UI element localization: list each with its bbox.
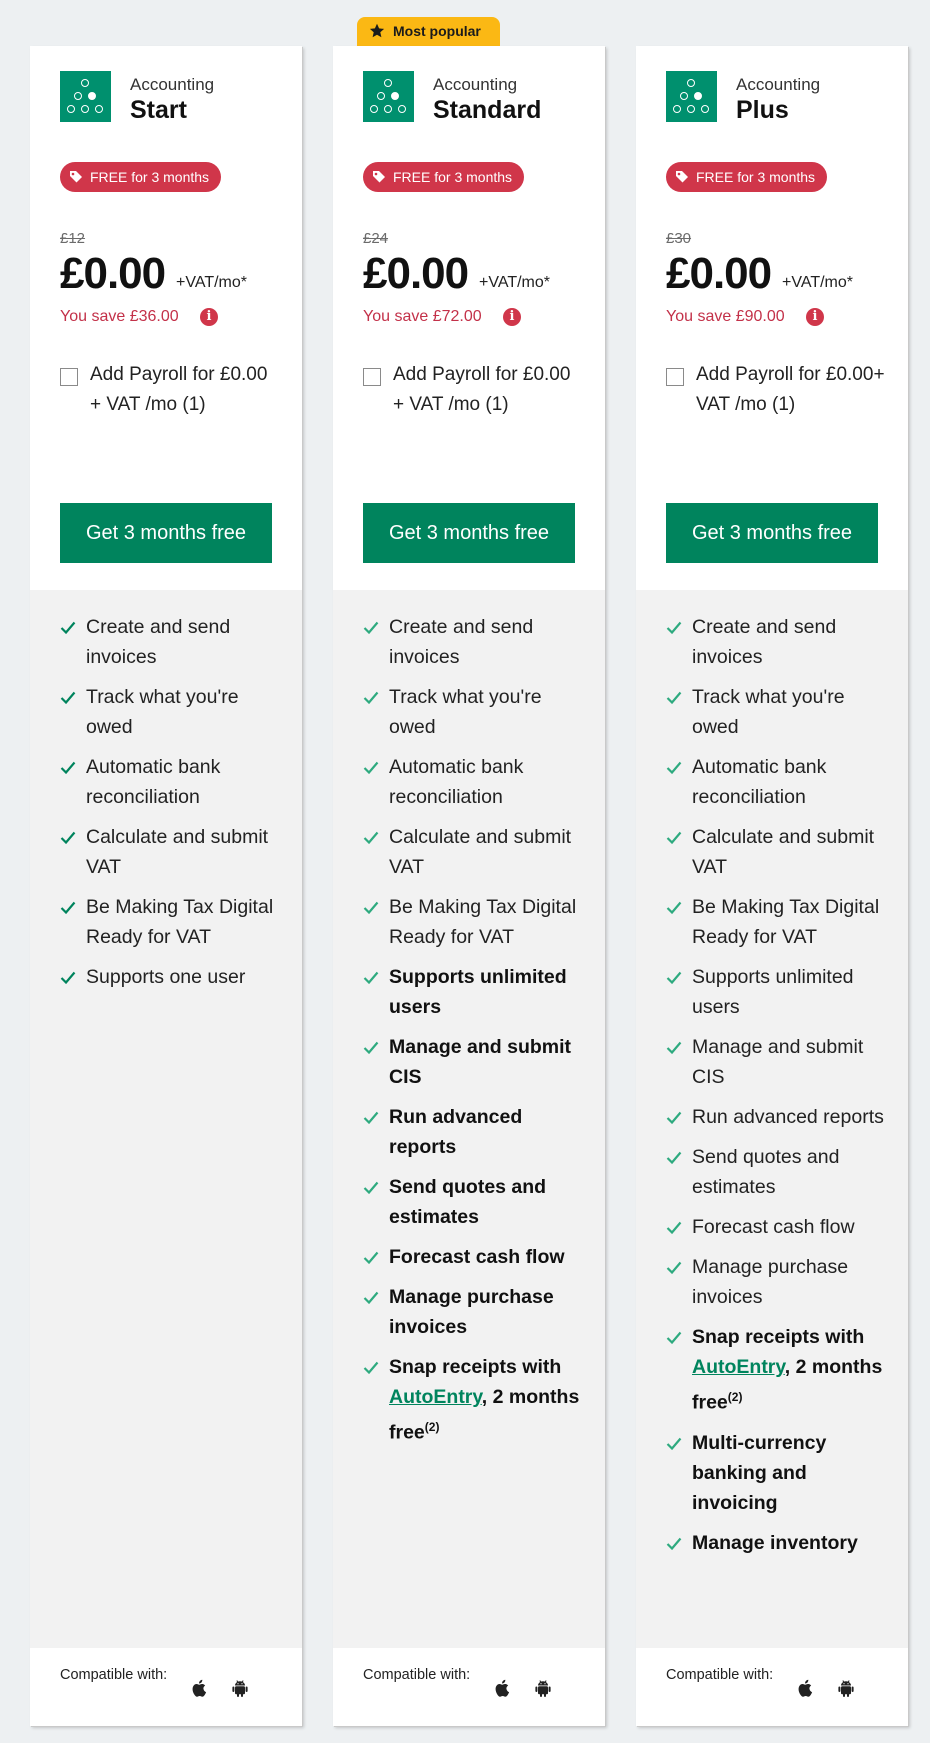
apple-icon bbox=[493, 1678, 513, 1698]
feature-list bbox=[60, 612, 286, 1002]
check-icon bbox=[60, 691, 76, 704]
free-offer-badge bbox=[60, 162, 221, 192]
feature-list bbox=[666, 612, 892, 1568]
feature-item: Send quotes and estimates bbox=[363, 1172, 589, 1232]
feature-item: Forecast cash flow bbox=[363, 1242, 589, 1272]
free-offer-badge bbox=[666, 162, 827, 192]
feature-item: Calculate and submit VAT bbox=[60, 822, 286, 882]
apple-icon bbox=[190, 1678, 210, 1698]
feature-item: Multi-currency banking and invoicing bbox=[666, 1428, 892, 1518]
add-payroll-checkbox[interactable] bbox=[60, 368, 78, 386]
feature-item: Manage and submit CIS bbox=[363, 1032, 589, 1092]
check-icon bbox=[60, 901, 76, 914]
free-offer-badge bbox=[363, 162, 524, 192]
autoentry-link[interactable]: AutoEntry bbox=[389, 1386, 482, 1408]
info-icon[interactable]: i bbox=[806, 308, 824, 326]
feature-item: Track what you're owed bbox=[60, 682, 286, 742]
feature-item: Run advanced reports bbox=[363, 1102, 589, 1162]
plan-card-start bbox=[30, 46, 302, 1726]
check-icon bbox=[60, 621, 76, 634]
price-suffix: +VAT/mo* bbox=[479, 274, 550, 291]
android-icon bbox=[230, 1678, 250, 1698]
feature-item: Be Making Tax Digital Ready for VAT bbox=[363, 892, 589, 952]
check-icon bbox=[666, 1221, 682, 1234]
badge-label: FREE for 3 months bbox=[393, 169, 513, 185]
add-payroll-label[interactable]: Add Payroll for £0.00 + VAT /mo (1) bbox=[393, 364, 571, 415]
check-icon bbox=[363, 1251, 379, 1264]
info-icon[interactable]: i bbox=[200, 308, 218, 326]
autoentry-link[interactable]: AutoEntry bbox=[692, 1356, 785, 1378]
accounting-logo-icon bbox=[666, 71, 717, 122]
price: £0.00 bbox=[666, 249, 772, 298]
check-icon bbox=[363, 901, 379, 914]
product-name: Accounting bbox=[130, 75, 215, 94]
plan-card-plus bbox=[636, 46, 908, 1726]
check-icon bbox=[666, 1041, 682, 1054]
check-icon bbox=[363, 1361, 379, 1374]
most-popular-tab bbox=[357, 17, 500, 46]
add-payroll-checkbox[interactable] bbox=[363, 368, 381, 386]
feature-item: Run advanced reports bbox=[666, 1102, 892, 1132]
get-3-months-free-button[interactable]: Get 3 months free bbox=[666, 503, 878, 563]
info-icon[interactable]: i bbox=[503, 308, 521, 326]
add-payroll-label[interactable]: Add Payroll for £0.00 + VAT /mo (1) bbox=[90, 364, 268, 415]
star-icon bbox=[369, 23, 385, 39]
check-icon bbox=[666, 691, 682, 704]
product-name: Accounting bbox=[433, 75, 518, 94]
get-3-months-free-button[interactable]: Get 3 months free bbox=[363, 503, 575, 563]
saving-text: You save £90.00 bbox=[666, 308, 785, 325]
feature-item: Automatic bank reconciliation bbox=[363, 752, 589, 812]
check-icon bbox=[363, 1291, 379, 1304]
feature-item: Create and send invoices bbox=[60, 612, 286, 672]
saving-text: You save £36.00 bbox=[60, 308, 179, 325]
feature-item: Track what you're owed bbox=[363, 682, 589, 742]
check-icon bbox=[666, 971, 682, 984]
feature-item-snap-receipts: Snap receipts with AutoEntry, 2 months free$^{(2)}$ bbox=[363, 1352, 589, 1448]
check-icon bbox=[60, 761, 76, 774]
feature-item: Supports unlimited users bbox=[363, 962, 589, 1022]
check-icon bbox=[363, 691, 379, 704]
check-icon bbox=[666, 1261, 682, 1274]
feature-item: Supports unlimited users bbox=[666, 962, 892, 1022]
compatible-with-label: Compatible with: bbox=[666, 1667, 774, 1683]
android-icon bbox=[533, 1678, 553, 1698]
most-popular-label: Most popular bbox=[393, 23, 481, 39]
add-payroll-checkbox[interactable] bbox=[666, 368, 684, 386]
feature-item: Calculate and submit VAT bbox=[363, 822, 589, 882]
feature-item: Be Making Tax Digital Ready for VAT bbox=[60, 892, 286, 952]
check-icon bbox=[363, 1111, 379, 1124]
check-icon bbox=[666, 1151, 682, 1164]
check-icon bbox=[666, 901, 682, 914]
get-3-months-free-button[interactable]: Get 3 months free bbox=[60, 503, 272, 563]
feature-item: Be Making Tax Digital Ready for VAT bbox=[666, 892, 892, 952]
price-suffix: +VAT/mo* bbox=[176, 274, 247, 291]
check-icon bbox=[363, 1041, 379, 1054]
feature-item: Manage purchase invoices bbox=[363, 1282, 589, 1342]
check-icon bbox=[363, 1181, 379, 1194]
check-icon bbox=[363, 831, 379, 844]
check-icon bbox=[363, 761, 379, 774]
feature-item: Create and send invoices bbox=[363, 612, 589, 672]
add-payroll-label[interactable]: Add Payroll for £0.00+ VAT /mo (1) bbox=[696, 364, 885, 415]
check-icon bbox=[60, 971, 76, 984]
feature-list bbox=[363, 612, 589, 1458]
feature-item: Supports one user bbox=[60, 962, 286, 992]
check-icon bbox=[363, 621, 379, 634]
old-price: £30 bbox=[666, 230, 692, 247]
check-icon bbox=[666, 831, 682, 844]
feature-item: Create and send invoices bbox=[666, 612, 892, 672]
feature-item: Track what you're owed bbox=[666, 682, 892, 742]
check-icon bbox=[666, 761, 682, 774]
check-icon bbox=[666, 1111, 682, 1124]
price: £0.00 bbox=[363, 249, 469, 298]
compatible-with-label: Compatible with: bbox=[363, 1667, 471, 1683]
check-icon bbox=[60, 831, 76, 844]
accounting-logo-icon bbox=[60, 71, 111, 122]
compatible-with-label: Compatible with: bbox=[60, 1667, 168, 1683]
plan-name: Plus bbox=[736, 96, 789, 124]
plan-name: Standard bbox=[433, 96, 542, 124]
feature-item-snap-receipts: Snap receipts with AutoEntry, 2 months free$^{(2)}$ bbox=[666, 1322, 892, 1418]
tag-icon bbox=[675, 170, 689, 183]
tag-icon bbox=[69, 170, 83, 183]
feature-item: Manage purchase invoices bbox=[666, 1252, 892, 1312]
android-icon bbox=[836, 1678, 856, 1698]
feature-item: Automatic bank reconciliation bbox=[666, 752, 892, 812]
price: £0.00 bbox=[60, 249, 166, 298]
tag-icon bbox=[372, 170, 386, 183]
feature-item: Automatic bank reconciliation bbox=[60, 752, 286, 812]
feature-item: Manage and submit CIS bbox=[666, 1032, 892, 1092]
feature-item: Send quotes and estimates bbox=[666, 1142, 892, 1202]
feature-item: Calculate and submit VAT bbox=[666, 822, 892, 882]
old-price: £24 bbox=[363, 230, 389, 247]
badge-label: FREE for 3 months bbox=[90, 169, 210, 185]
plan-name: Start bbox=[130, 96, 187, 124]
check-icon bbox=[363, 971, 379, 984]
feature-item: Forecast cash flow bbox=[666, 1212, 892, 1242]
price-suffix: +VAT/mo* bbox=[782, 274, 853, 291]
plan-card-standard bbox=[333, 46, 605, 1726]
accounting-logo-icon bbox=[363, 71, 414, 122]
check-icon bbox=[666, 621, 682, 634]
old-price: £12 bbox=[60, 230, 86, 247]
product-name: Accounting bbox=[736, 75, 821, 94]
check-icon bbox=[666, 1537, 682, 1550]
apple-icon bbox=[796, 1678, 816, 1698]
feature-item: Manage inventory bbox=[666, 1528, 892, 1558]
saving-text: You save £72.00 bbox=[363, 308, 482, 325]
check-icon bbox=[666, 1437, 682, 1450]
badge-label: FREE for 3 months bbox=[696, 169, 816, 185]
check-icon bbox=[666, 1331, 682, 1344]
